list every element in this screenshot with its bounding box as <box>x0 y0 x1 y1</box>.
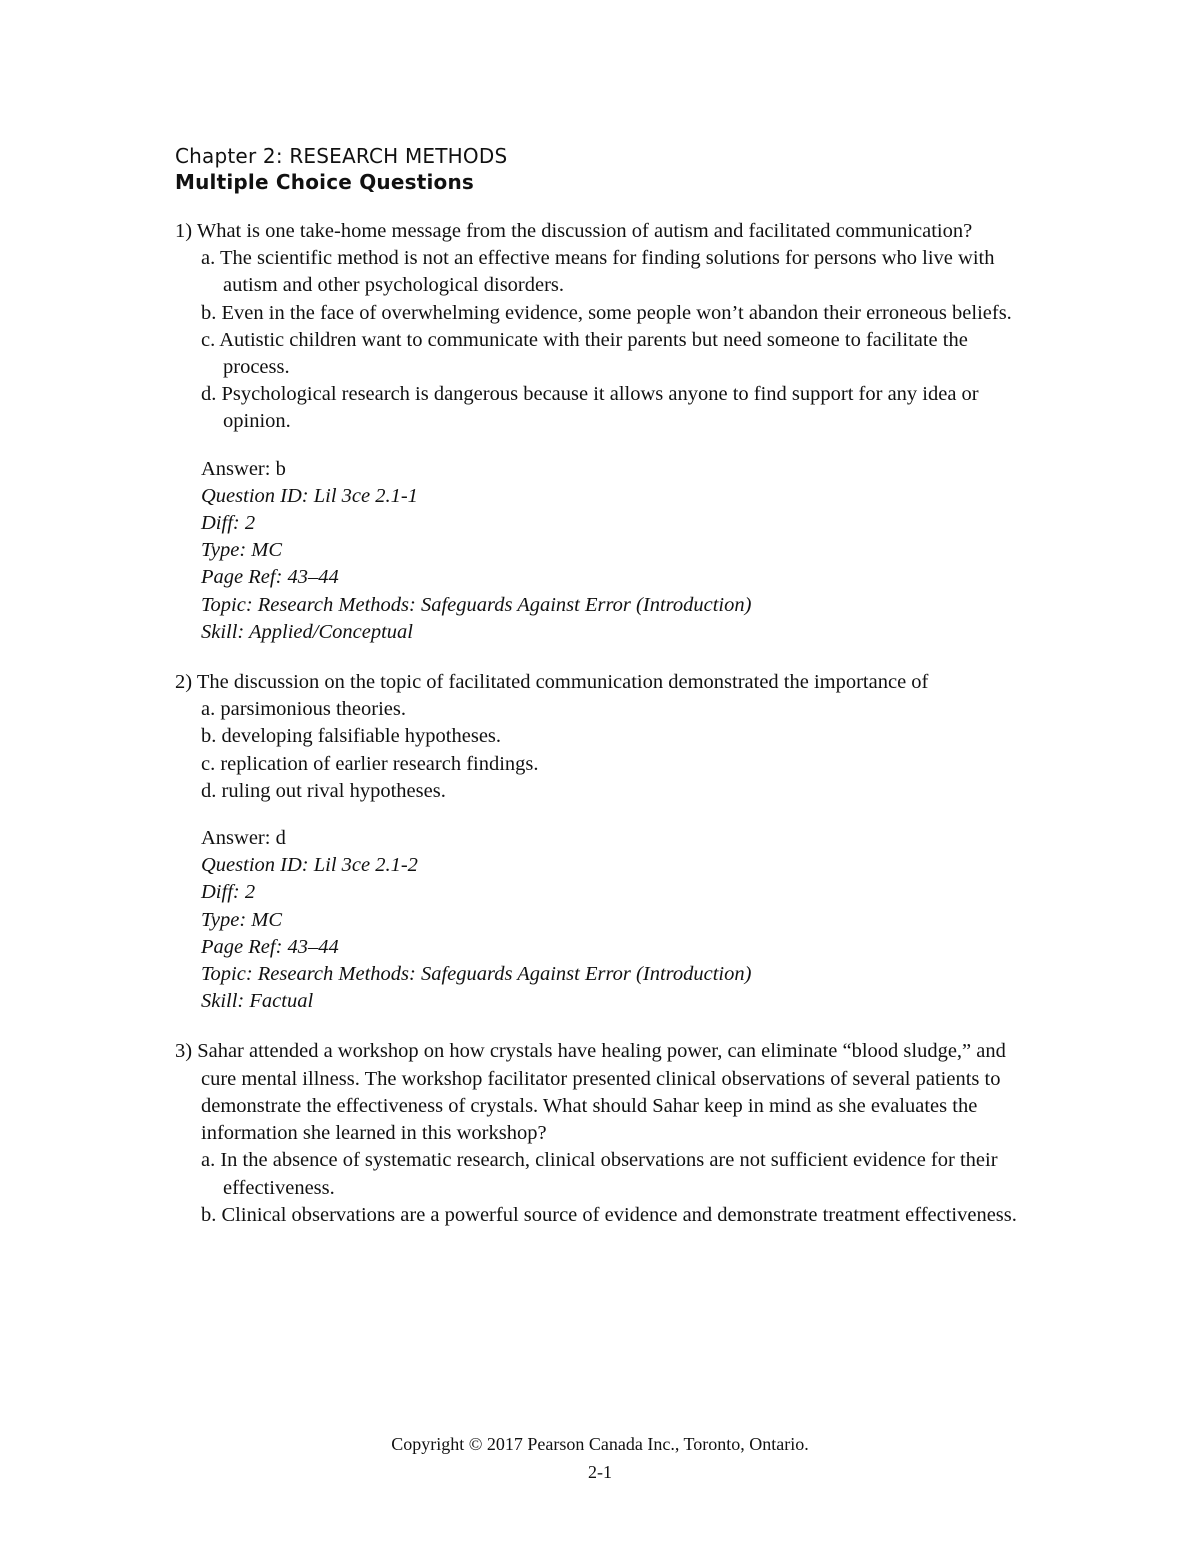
page-ref: Page Ref: 43–44 <box>201 566 339 589</box>
option-a <box>201 696 1035 723</box>
question-id: Question ID: Lil 3ce 2.1-1 <box>201 484 418 507</box>
copyright-notice: Copyright © 2017 Pearson Canada Inc., Toronto, Ontario. <box>391 1434 809 1454</box>
option-b <box>201 1202 1035 1229</box>
option-letter: b. <box>201 301 217 324</box>
question-stem <box>175 218 1035 245</box>
question-id: Question ID: Lil 3ce 2.1-2 <box>201 854 418 877</box>
answer-metadata <box>201 456 1035 646</box>
option-letter: a. <box>201 247 216 270</box>
option-d <box>201 381 1035 435</box>
option-d <box>201 778 1035 805</box>
question-number: 1) <box>175 220 193 242</box>
option-letter: b. <box>201 1203 217 1226</box>
option-c <box>201 751 1035 778</box>
answer-metadata <box>201 825 1035 1015</box>
question-1 <box>175 218 1035 646</box>
option-text: ruling out rival hypotheses. <box>221 779 446 802</box>
question-text: The discussion on the topic of facilitated communication demonstrated the importance of <box>196 671 929 694</box>
question-list <box>175 218 1035 1252</box>
topic: Topic: Research Methods: Safeguards Against Error (Introduction) <box>201 963 752 986</box>
option-text: developing falsifiable hypotheses. <box>221 725 502 748</box>
question-2 <box>175 669 1035 1015</box>
option-text: parsimonious theories. <box>220 698 406 721</box>
option-b <box>201 300 1035 327</box>
option-letter: d. <box>201 383 217 406</box>
option-list <box>201 696 1035 805</box>
question-text: Sahar attended a workshop on how crystals have healing power, can eliminate “blood sludge,” and cure mental illness. The workshop facilitator presented clinical observations of several patients to demonstrate the effectiveness of crystals. What should Sahar keep in mind as she evaluates the information she learned in this workshop? <box>197 1040 1006 1145</box>
question-text: What is one take-home message from the discussion of autism and facilitated communication? <box>196 220 973 242</box>
skill: Skill: Factual <box>201 990 314 1013</box>
difficulty: Diff: 2 <box>201 881 256 904</box>
option-letter: a. <box>201 698 216 721</box>
question-number: 2) <box>175 671 193 694</box>
difficulty: Diff: 2 <box>201 512 256 535</box>
option-text: Psychological research is dangerous because it allows anyone to find support for any idea or opinion. <box>221 383 979 433</box>
option-letter: c. <box>201 752 216 775</box>
option-text: Clinical observations are a powerful source of evidence and demonstrate treatment effectiveness. <box>221 1203 1017 1226</box>
option-list <box>201 1147 1035 1229</box>
option-text: Even in the face of overwhelming evidence, some people won’t abandon their erroneous beliefs. <box>221 301 1012 324</box>
option-c <box>201 327 1035 381</box>
section-title: Multiple Choice Questions <box>175 170 475 194</box>
answer: Answer: d <box>201 827 286 850</box>
question-stem <box>175 1038 1035 1147</box>
option-letter: c. <box>201 328 216 351</box>
option-b <box>201 723 1035 750</box>
option-text: The scientific method is not an effective means for finding solutions for persons who live with autism and other psychological disorders. <box>220 247 995 297</box>
question-type: Type: MC <box>201 908 283 931</box>
answer: Answer: b <box>201 457 286 480</box>
option-text: replication of earlier research findings. <box>220 752 539 775</box>
chapter-title: Chapter 2: RESEARCH METHODS <box>175 144 508 168</box>
skill: Skill: Applied/Conceptual <box>201 620 413 643</box>
question-number: 3) <box>175 1040 193 1063</box>
page-number: 2-1 <box>588 1462 612 1482</box>
option-letter: a. <box>201 1149 216 1172</box>
option-list <box>201 245 1035 435</box>
question-3 <box>175 1038 1035 1228</box>
option-a <box>201 1147 1035 1201</box>
page-ref: Page Ref: 43–44 <box>201 935 339 958</box>
topic: Topic: Research Methods: Safeguards Against Error (Introduction) <box>201 593 752 616</box>
question-stem <box>175 669 1035 696</box>
option-text: In the absence of systematic research, clinical observations are not sufficient evidence for their effectiveness. <box>220 1149 998 1199</box>
option-letter: b. <box>201 725 217 748</box>
option-letter: d. <box>201 779 217 802</box>
question-type: Type: MC <box>201 539 283 562</box>
option-a <box>201 245 1035 299</box>
option-text: Autistic children want to communicate with their parents but need someone to facilitate the process. <box>219 328 968 379</box>
